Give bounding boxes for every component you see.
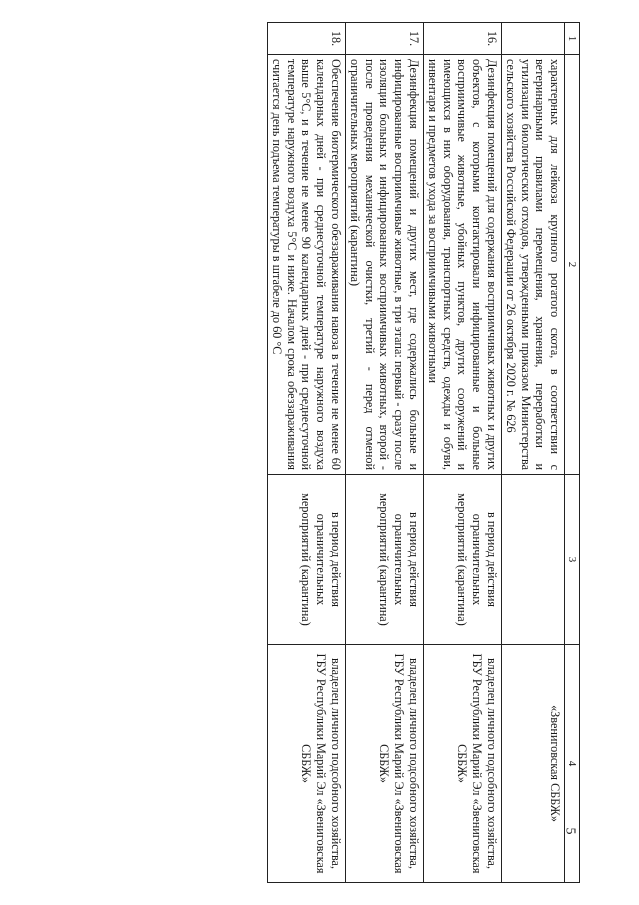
row-description: характерных для лейкоза крупного рогатого скота, в соответствии с ветеринарными правилами перемещения, хранения, переработки и утилизации биологических отходов, утвержденными приказом Министерства сельского хозяйства Российской Федерации от 26 октября 2020 г. № 626 bbox=[501, 55, 564, 475]
header-row bbox=[565, 23, 580, 883]
row-description: Дезинфекция помещений для содержания восприимчивых животных и других объектов, с которыми контактировали инфицированные и больные восприимчивые животные, убойных пунктов, других сооружений и имеющихся в них оборудования, транспортных средств, одежды и обуви, инвентаря и предметов ухода за восприимчивыми животными bbox=[423, 55, 501, 475]
measures-table bbox=[267, 22, 580, 883]
table-row bbox=[345, 23, 423, 883]
row-responsible: «Звениговская СББЖ» bbox=[501, 645, 564, 883]
row-number: 16. bbox=[423, 23, 501, 55]
table-row bbox=[423, 23, 501, 883]
row-term: в период действия ограничительных мероприятий (карантина) bbox=[423, 475, 501, 645]
row-description: Обеспечение биотермического обеззараживания навоза в течение не менее 60 календарных дней - при среднесуточной температуре наружного воздуха выше 5°С, и в течение не менее 90 календарных дней - при среднесуточной температуре наружного воздуха 5°С и ниже. Началом срока обеззараживания считается день подъема температуры в штабеле до 60 °С bbox=[267, 55, 345, 475]
row-term bbox=[501, 475, 564, 645]
row-term: в период действия ограничительных мероприятий (карантина) bbox=[267, 475, 345, 645]
header-col-4: 4 bbox=[565, 645, 580, 883]
table-row bbox=[267, 23, 345, 883]
table-row-continued bbox=[501, 23, 564, 883]
header-col-1: 1 bbox=[565, 23, 580, 55]
row-number: 18. bbox=[267, 23, 345, 55]
header-col-2: 2 bbox=[565, 55, 580, 475]
row-description: Дезинфекция помещений и других мест, где содержались больные и инфицированные восприимчивые животные, в три этапа: первый - сразу после изоляции больных и инфицированных восприимчивых животных, второй - после проведения механической очистки, третий - перед отменой ограничительных мероприятий (карантина) bbox=[345, 55, 423, 475]
header-col-3: 3 bbox=[565, 475, 580, 645]
row-number: 17. bbox=[345, 23, 423, 55]
row-responsible: владелец личного подсобного хозяйства, ГБУ Республики Марий Эл «Звениговская СББЖ» bbox=[345, 645, 423, 883]
row-responsible: владелец личного подсобного хозяйства, ГБУ Республики Марий Эл «Звениговская СББЖ» bbox=[423, 645, 501, 883]
page-number: 5 bbox=[562, 827, 578, 835]
row-responsible: владелец личного подсобного хозяйства, ГБУ Республики Марий Эл «Звениговская СББЖ» bbox=[267, 645, 345, 883]
row-term: в период действия ограничительных мероприятий (карантина) bbox=[345, 475, 423, 645]
rotated-table-container bbox=[20, 22, 580, 882]
row-number bbox=[501, 23, 564, 55]
